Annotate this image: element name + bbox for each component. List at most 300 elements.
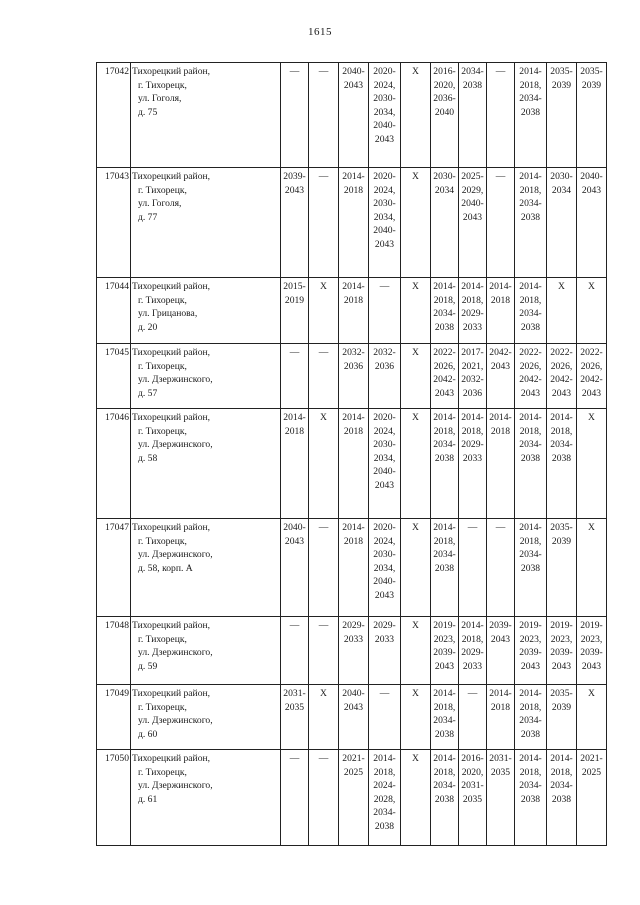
period-line: 2014- xyxy=(342,281,365,292)
table-row xyxy=(97,617,607,685)
period-line: 2018 xyxy=(490,701,511,713)
period-line: 2043 xyxy=(581,660,602,672)
address-line: д. 77 xyxy=(138,211,158,223)
period-line: 2040- xyxy=(373,225,396,236)
period-line: 2014- xyxy=(489,688,512,699)
period-line: 2038 xyxy=(520,321,541,333)
period-line: X xyxy=(588,522,595,533)
work-period-cell xyxy=(577,168,607,278)
period-line: 2018, xyxy=(433,766,456,778)
period-line: 2030- xyxy=(373,198,396,209)
work-period-cell xyxy=(401,168,431,278)
period-line: 2015- xyxy=(283,281,306,292)
period-line: 2036 xyxy=(374,360,395,372)
period-line: 2038 xyxy=(374,820,395,832)
period-line: — xyxy=(318,753,329,764)
period-line: 2043 xyxy=(490,633,511,645)
period-line: 2034- xyxy=(519,715,542,726)
period-line: — xyxy=(318,171,329,182)
period-line: 2030- xyxy=(373,439,396,450)
work-period-cell xyxy=(431,344,459,409)
work-period-cell xyxy=(339,685,369,750)
period-line: 2029- xyxy=(461,647,484,658)
work-period-cell xyxy=(487,617,515,685)
period-line: 2023, xyxy=(519,633,542,645)
work-period-cell xyxy=(369,278,401,344)
work-period-cell xyxy=(547,685,577,750)
work-period-cell xyxy=(487,685,515,750)
period-line: 2018, xyxy=(519,701,542,713)
period-line: 2026, xyxy=(550,360,573,372)
period-line: 2043 xyxy=(520,660,541,672)
period-line: 2043 xyxy=(343,79,364,91)
period-line: 2038 xyxy=(434,452,455,464)
period-line: 2018, xyxy=(433,294,456,306)
period-line: 2031- xyxy=(283,688,306,699)
address-line: ул. Дзержинского, xyxy=(138,374,213,385)
work-period-cell xyxy=(431,617,459,685)
period-line: 2035 xyxy=(462,793,483,805)
period-line: — xyxy=(318,347,329,358)
work-period-cell xyxy=(339,519,369,617)
work-period-cell xyxy=(309,685,339,750)
work-period-cell xyxy=(431,409,459,519)
work-period-cell xyxy=(401,750,431,846)
address-line: д. 61 xyxy=(138,793,158,805)
period-line: 2020, xyxy=(433,79,456,91)
period-line: 2014- xyxy=(283,412,306,423)
period-line: 2020, xyxy=(461,766,484,778)
period-line: 2043 xyxy=(284,184,305,196)
work-period-cell xyxy=(339,278,369,344)
period-line: 2029- xyxy=(461,439,484,450)
address-line: ул. Гоголя, xyxy=(138,198,182,209)
period-line: X xyxy=(412,620,419,631)
work-period-cell xyxy=(577,344,607,409)
period-line: 2018, xyxy=(373,766,396,778)
work-period-cell xyxy=(459,278,487,344)
work-period-cell xyxy=(577,519,607,617)
work-period-cell xyxy=(515,409,547,519)
period-line: 2014- xyxy=(519,66,542,77)
work-period-cell xyxy=(309,617,339,685)
address-line: ул. Грицанова, xyxy=(138,308,198,319)
work-period-cell xyxy=(547,409,577,519)
work-period-cell xyxy=(339,344,369,409)
work-period-cell xyxy=(281,685,309,750)
work-period-cell xyxy=(339,168,369,278)
period-line: 2034, xyxy=(373,562,396,574)
work-period-cell xyxy=(281,344,309,409)
period-line: X xyxy=(320,688,327,699)
row-id-cell: 17046 xyxy=(97,409,131,519)
period-line: — xyxy=(318,522,329,533)
period-line: — xyxy=(318,620,329,631)
period-line: 2042- xyxy=(580,374,603,385)
table-row xyxy=(97,409,607,519)
period-line: 2034- xyxy=(519,198,542,209)
period-line: 2042- xyxy=(433,374,456,385)
period-line: 2043 xyxy=(462,211,483,223)
period-line: 2039- xyxy=(433,647,456,658)
period-line: 2014- xyxy=(461,620,484,631)
period-line: 2020- xyxy=(373,171,396,182)
period-line: 2034, xyxy=(373,211,396,223)
work-period-cell xyxy=(459,617,487,685)
period-line: — xyxy=(289,753,300,764)
period-line: 2039 xyxy=(551,79,572,91)
work-period-cell xyxy=(339,750,369,846)
work-period-cell xyxy=(459,519,487,617)
period-line: 2034- xyxy=(433,308,456,319)
address-line: г. Тихорецк, xyxy=(138,766,187,778)
period-line: 2032- xyxy=(373,347,396,358)
period-line: 2042- xyxy=(489,347,512,358)
work-period-cell xyxy=(401,519,431,617)
period-line: 2014- xyxy=(550,753,573,764)
period-line: 2014- xyxy=(489,281,512,292)
work-period-cell xyxy=(577,63,607,168)
period-line: 2040- xyxy=(283,522,306,533)
period-line: 2014- xyxy=(461,412,484,423)
work-period-cell xyxy=(281,519,309,617)
period-line: 2024, xyxy=(373,425,396,437)
work-period-cell xyxy=(339,617,369,685)
page-number: 1615 xyxy=(308,26,332,38)
period-line: — xyxy=(495,171,506,182)
period-line: 2014- xyxy=(433,688,456,699)
period-line: X xyxy=(412,66,419,77)
period-line: 2014- xyxy=(461,281,484,292)
period-line: 2020- xyxy=(373,66,396,77)
work-period-cell xyxy=(459,750,487,846)
period-line: 2042- xyxy=(519,374,542,385)
work-period-cell xyxy=(515,519,547,617)
period-line: 2018, xyxy=(550,425,573,437)
work-period-cell xyxy=(487,278,515,344)
address-cell xyxy=(131,278,281,344)
period-line: 2038 xyxy=(434,562,455,574)
row-id-cell: 17049 xyxy=(97,685,131,750)
period-line: 2014- xyxy=(342,522,365,533)
period-line: 2034- xyxy=(433,715,456,726)
work-period-cell xyxy=(281,409,309,519)
period-line: 2034- xyxy=(433,549,456,560)
period-line: — xyxy=(495,522,506,533)
period-line: 2029, xyxy=(461,184,484,196)
period-line: 2034- xyxy=(550,439,573,450)
period-line: 2014- xyxy=(433,412,456,423)
period-line: 2023, xyxy=(550,633,573,645)
address-line: д. 59 xyxy=(138,660,158,672)
period-line: 2033 xyxy=(374,633,395,645)
work-period-cell xyxy=(431,278,459,344)
period-line: 2043 xyxy=(374,479,395,491)
address-line: ул. Гоголя, xyxy=(138,93,182,104)
period-line: 2040- xyxy=(342,688,365,699)
address-line: ул. Дзержинского, xyxy=(138,715,213,726)
work-period-cell xyxy=(401,344,431,409)
work-period-cell xyxy=(369,750,401,846)
period-line: 2043 xyxy=(434,660,455,672)
period-line: 2018 xyxy=(343,425,364,437)
period-line: X xyxy=(320,281,327,292)
work-period-cell xyxy=(369,519,401,617)
period-line: 2043 xyxy=(581,387,602,399)
address-line: ул. Дзержинского, xyxy=(138,647,213,658)
period-line: 2018, xyxy=(519,535,542,547)
period-line: 2017- xyxy=(461,347,484,358)
period-line: — xyxy=(467,522,478,533)
address-line: г. Тихорецк, xyxy=(138,425,187,437)
row-id-cell: 17047 xyxy=(97,519,131,617)
period-line: 2014- xyxy=(342,171,365,182)
period-line: 2043 xyxy=(374,133,395,145)
work-period-cell xyxy=(487,409,515,519)
work-period-cell xyxy=(309,168,339,278)
address-line: д. 60 xyxy=(138,728,158,740)
period-line: 2019- xyxy=(550,620,573,631)
period-line: 2025 xyxy=(581,766,602,778)
period-line: X xyxy=(412,412,419,423)
work-period-cell xyxy=(281,617,309,685)
period-line: X xyxy=(588,688,595,699)
period-line: 2034- xyxy=(519,549,542,560)
work-period-cell xyxy=(431,685,459,750)
work-period-cell xyxy=(431,750,459,846)
period-line: 2030- xyxy=(373,549,396,560)
work-period-cell xyxy=(487,750,515,846)
address-line: ул. Дзержинского, xyxy=(138,439,213,450)
period-line: 2034, xyxy=(373,106,396,118)
period-line: 2035- xyxy=(550,688,573,699)
work-period-cell xyxy=(459,168,487,278)
period-line: 2018, xyxy=(519,766,542,778)
period-line: 2038 xyxy=(434,728,455,740)
period-line: 2020- xyxy=(373,522,396,533)
work-period-cell xyxy=(309,519,339,617)
work-period-cell xyxy=(401,278,431,344)
address-cell xyxy=(131,409,281,519)
period-line: 2018 xyxy=(343,184,364,196)
period-line: 2043 xyxy=(551,387,572,399)
period-line: 2039- xyxy=(283,171,306,182)
work-period-cell xyxy=(515,685,547,750)
row-id-cell: 17048 xyxy=(97,617,131,685)
address-line: г. Тихорецк, xyxy=(138,701,187,713)
period-line: 2025- xyxy=(461,171,484,182)
row-id-cell: 17044 xyxy=(97,278,131,344)
period-line: X xyxy=(588,412,595,423)
address-line: д. 58 xyxy=(138,452,158,464)
period-line: X xyxy=(412,688,419,699)
period-line: 2040 xyxy=(434,106,455,118)
table-row xyxy=(97,63,607,168)
work-period-cell xyxy=(547,750,577,846)
period-line: 2029- xyxy=(461,308,484,319)
period-line: 2030- xyxy=(433,171,456,182)
address-cell xyxy=(131,63,281,168)
period-line: 2019- xyxy=(580,620,603,631)
period-line: 2043 xyxy=(434,387,455,399)
period-line: 2014- xyxy=(342,412,365,423)
table-row xyxy=(97,685,607,750)
period-line: 2025 xyxy=(343,766,364,778)
period-line: — xyxy=(379,281,390,292)
period-line: 2043 xyxy=(284,535,305,547)
period-line: 2018, xyxy=(433,425,456,437)
work-period-cell xyxy=(577,617,607,685)
period-line: 2018 xyxy=(284,425,305,437)
work-period-cell xyxy=(281,168,309,278)
period-line: 2034 xyxy=(551,184,572,196)
period-line: X xyxy=(412,281,419,292)
work-period-cell xyxy=(487,519,515,617)
period-line: 2035 xyxy=(490,766,511,778)
address-cell xyxy=(131,344,281,409)
work-period-cell xyxy=(547,63,577,168)
period-line: — xyxy=(495,66,506,77)
address-line: г. Тихорецк, xyxy=(138,360,187,372)
period-line: 2018, xyxy=(461,425,484,437)
work-period-cell xyxy=(309,278,339,344)
period-line: 2029- xyxy=(373,620,396,631)
period-line: 2039- xyxy=(489,620,512,631)
address-line: г. Тихорецк, xyxy=(138,294,187,306)
period-line: 2022- xyxy=(550,347,573,358)
period-line: 2038 xyxy=(551,452,572,464)
period-line: 2040- xyxy=(461,198,484,209)
period-line: 2014- xyxy=(433,522,456,533)
period-line: 2034- xyxy=(519,439,542,450)
work-period-cell xyxy=(281,63,309,168)
address-line: г. Тихорецк, xyxy=(138,633,187,645)
table-row xyxy=(97,750,607,846)
address-line: д. 58, корп. А xyxy=(138,562,193,574)
period-line: — xyxy=(289,620,300,631)
address-line: Тихорецкий район, xyxy=(132,66,211,77)
period-line: 2039 xyxy=(551,535,572,547)
work-period-cell xyxy=(281,278,309,344)
address-line: Тихорецкий район, xyxy=(132,620,211,631)
work-period-cell xyxy=(515,750,547,846)
period-line: 2038 xyxy=(520,728,541,740)
row-id-cell: 17042 xyxy=(97,63,131,168)
period-line: 2024, xyxy=(373,535,396,547)
address-line: Тихорецкий район, xyxy=(132,688,211,699)
period-line: 2042- xyxy=(550,374,573,385)
address-line: г. Тихорецк, xyxy=(138,79,187,91)
address-line: д. 75 xyxy=(138,106,158,118)
period-line: 2014- xyxy=(433,753,456,764)
period-line: 2018, xyxy=(433,701,456,713)
period-line: 2043 xyxy=(551,660,572,672)
period-line: 2018 xyxy=(490,294,511,306)
period-line: 2032- xyxy=(342,347,365,358)
work-period-cell xyxy=(309,750,339,846)
work-period-cell xyxy=(577,750,607,846)
work-period-cell xyxy=(547,344,577,409)
table-row xyxy=(97,168,607,278)
period-line: 2022- xyxy=(580,347,603,358)
period-line: X xyxy=(412,753,419,764)
period-line: 2036 xyxy=(343,360,364,372)
period-line: 2021- xyxy=(342,753,365,764)
work-period-cell xyxy=(431,168,459,278)
work-period-cell xyxy=(459,409,487,519)
work-period-cell xyxy=(369,685,401,750)
period-line: X xyxy=(558,281,565,292)
address-cell xyxy=(131,685,281,750)
period-line: 2038 xyxy=(551,793,572,805)
period-line: 2014- xyxy=(519,171,542,182)
address-line: д. 57 xyxy=(138,387,158,399)
period-line: 2026, xyxy=(519,360,542,372)
period-line: 2032- xyxy=(461,374,484,385)
work-period-cell xyxy=(515,63,547,168)
period-line: 2016- xyxy=(433,66,456,77)
period-line: X xyxy=(412,522,419,533)
period-line: 2031- xyxy=(461,780,484,791)
work-period-cell xyxy=(577,278,607,344)
work-period-cell xyxy=(369,168,401,278)
work-period-cell xyxy=(547,168,577,278)
period-line: 2022- xyxy=(433,347,456,358)
period-line: 2039 xyxy=(551,701,572,713)
table-body xyxy=(97,63,607,846)
address-cell xyxy=(131,750,281,846)
period-line: 2043 xyxy=(374,238,395,250)
period-line: 2034- xyxy=(519,93,542,104)
period-line: 2039- xyxy=(519,647,542,658)
period-line: 2034- xyxy=(373,807,396,818)
period-line: 2030- xyxy=(373,93,396,104)
period-line: X xyxy=(412,171,419,182)
period-line: 2014- xyxy=(519,522,542,533)
period-line: 2043 xyxy=(520,387,541,399)
period-line: 2029- xyxy=(342,620,365,631)
address-line: г. Тихорецк, xyxy=(138,184,187,196)
period-line: 2026, xyxy=(433,360,456,372)
period-line: 2033 xyxy=(462,452,483,464)
period-line: 2018, xyxy=(519,294,542,306)
period-line: 2040- xyxy=(373,576,396,587)
work-period-cell xyxy=(281,750,309,846)
period-line: 2034, xyxy=(373,452,396,464)
period-line: 2014- xyxy=(550,412,573,423)
work-period-cell xyxy=(401,63,431,168)
period-line: 2040- xyxy=(373,120,396,131)
period-line: X xyxy=(320,412,327,423)
period-line: 2040- xyxy=(580,171,603,182)
period-line: 2018, xyxy=(461,633,484,645)
work-period-cell xyxy=(369,409,401,519)
period-line: 2040- xyxy=(373,466,396,477)
work-period-cell xyxy=(369,63,401,168)
period-line: 2038 xyxy=(520,106,541,118)
period-line: 2039 xyxy=(581,79,602,91)
period-line: 2036- xyxy=(433,93,456,104)
address-line: Тихорецкий район, xyxy=(132,522,211,533)
row-id-cell: 17045 xyxy=(97,344,131,409)
table-row xyxy=(97,278,607,344)
work-period-cell xyxy=(547,519,577,617)
address-line: Тихорецкий район, xyxy=(132,753,211,764)
address-line: Тихорецкий район, xyxy=(132,412,211,423)
period-line: 2016- xyxy=(461,753,484,764)
period-line: 2039- xyxy=(550,647,573,658)
period-line: 2034- xyxy=(433,780,456,791)
